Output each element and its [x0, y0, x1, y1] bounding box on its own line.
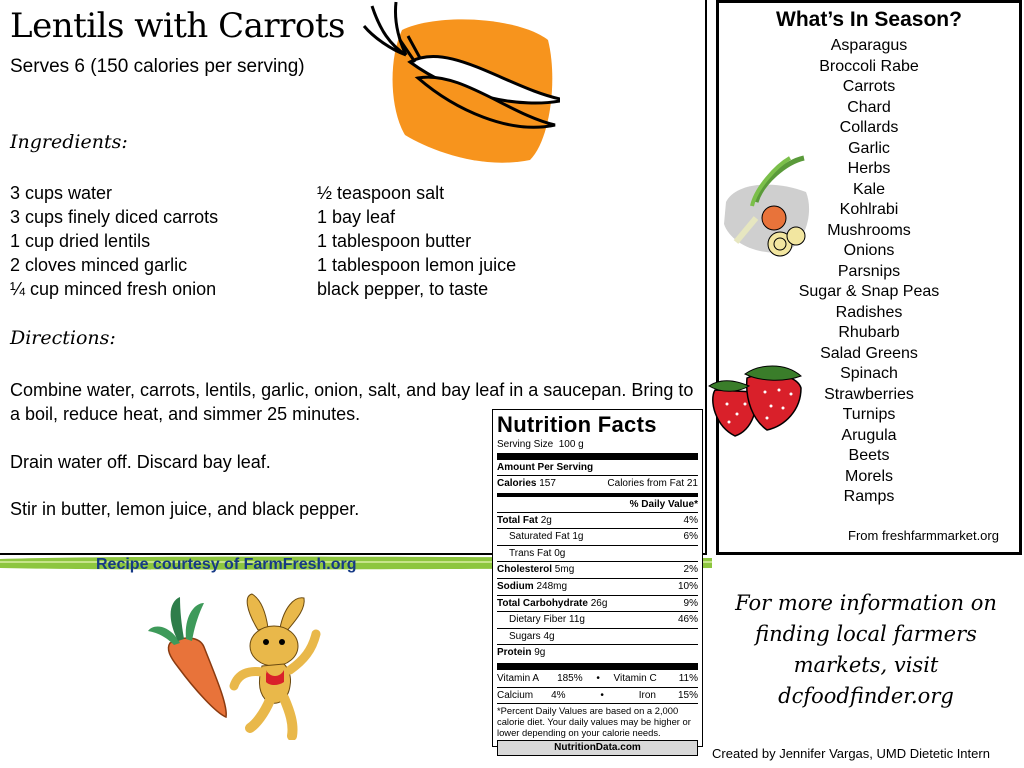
vitamin-percent: 15%: [677, 689, 698, 701]
vitamin-label: Iron: [638, 689, 656, 701]
bunny-clipart-icon: [228, 590, 328, 740]
serving-size-value: 100 g: [558, 439, 584, 450]
nutrient-row: [497, 644, 698, 661]
nutrient-label: Dietary Fiber: [509, 614, 567, 626]
nutrient-amount: 4g: [543, 630, 555, 642]
list-item: Rhubarb: [838, 324, 900, 341]
vitamin-percent: 4%: [551, 689, 566, 701]
bullet-separator: •: [600, 689, 604, 701]
ingredient-item: 3 cups finely diced carrots: [10, 207, 219, 227]
list-item: Chard: [847, 98, 891, 116]
nutrition-title: Nutrition Facts: [497, 412, 657, 437]
recipe-servings: Serves 6 (150 calories per serving): [10, 56, 305, 77]
list-item: Onions: [843, 242, 895, 259]
nutrient-label: Trans Fat: [509, 547, 552, 559]
in-season-title: What’s In Season?: [776, 8, 962, 31]
serving-size-label: Serving Size: [497, 439, 554, 450]
ingredient-item: black pepper, to taste: [317, 279, 489, 299]
list-item: Herbs: [847, 160, 891, 177]
list-item: Collards: [839, 119, 899, 136]
nutrient-row: [497, 595, 698, 612]
divider: [497, 493, 698, 497]
vitamin-label: Calcium: [497, 689, 534, 701]
nutrient-row: [497, 512, 698, 529]
nutrient-row: [497, 628, 698, 645]
nutrient-label: Total Fat: [497, 514, 538, 526]
nutrient-amount: 1g: [572, 531, 584, 543]
ingredient-item: ¼ cup minced fresh onion: [10, 279, 217, 299]
ingredient-item: 3 cups water: [10, 183, 113, 203]
nutrient-rows: [497, 512, 698, 661]
nutrition-footnote: *Percent Daily Values are based on a 2,000 calorie diet. Your daily values may be higher or lower depending on your calorie needs.: [497, 703, 698, 738]
carrots-clipart-icon: [360, 0, 560, 170]
recipe-title: Lentils with Carrots: [10, 6, 345, 46]
nutrient-label: Sugars: [509, 630, 541, 642]
list-item: Ramps: [843, 488, 895, 505]
list-item: Kale: [852, 180, 886, 198]
divider: [497, 453, 698, 460]
nutrient-amount: 9g: [534, 647, 546, 659]
nutrient-amount: 5mg: [554, 564, 575, 576]
nutrition-brand: NutritionData.com: [497, 740, 698, 756]
nutrient-daily-value: 6%: [683, 531, 698, 543]
list-item: Radishes: [835, 303, 903, 321]
ingredient-item: 1 tablespoon butter: [317, 231, 472, 251]
ingredient-item: ½ teaspoon salt: [317, 183, 445, 203]
divider: [497, 663, 698, 670]
season-source: From freshfarmmarket.org: [848, 528, 999, 543]
ingredient-item: 1 cup dried lentils: [10, 231, 151, 251]
ingredient-item: 2 cloves minced garlic: [10, 255, 188, 275]
direction-step: Stir in butter, lemon juice, and black pepper.: [10, 499, 360, 519]
carrot-clipart-icon: [140, 595, 240, 725]
list-item: Morels: [844, 467, 893, 485]
nutrient-amount: 11g: [569, 614, 585, 626]
ingredient-item: 1 bay leaf: [317, 207, 396, 227]
nutrient-daily-value: 46%: [677, 614, 698, 626]
nutrient-label: Saturated Fat: [509, 531, 570, 543]
nutrient-amount: 2g: [540, 514, 552, 526]
vegetables-clipart-icon: [716, 152, 816, 262]
nutrient-row: [497, 611, 698, 628]
nutrient-daily-value: 9%: [683, 597, 698, 609]
list-item: Arugula: [841, 426, 897, 444]
directions-heading: Directions:: [10, 327, 116, 349]
calories-label: Calories: [497, 478, 537, 489]
list-item: Turnips: [842, 406, 896, 423]
ingredient-item: 1 tablespoon lemon juice: [317, 255, 517, 275]
list-item: Garlic: [848, 139, 890, 157]
nutrient-label: Cholesterol: [497, 564, 553, 576]
ingredients-list-right: [317, 181, 516, 301]
calories-from-fat: Calories from Fat 21: [607, 478, 698, 489]
list-item: Spinach: [840, 365, 898, 382]
nutrient-label: Total Carbohydrate: [497, 597, 588, 609]
list-item: Strawberries: [824, 385, 914, 403]
amount-per-serving: Amount Per Serving: [497, 462, 594, 473]
list-item: Beets: [848, 447, 890, 464]
nutrient-amount: 26g: [590, 597, 608, 609]
vitamin-row: [497, 687, 698, 704]
strawberry-clipart-icon: [705, 360, 805, 440]
list-item: Carrots: [842, 78, 896, 95]
list-item: Kohlrabi: [839, 201, 899, 218]
ingredients-heading: Ingredients:: [10, 131, 128, 153]
vitamin-row: [497, 671, 698, 687]
vitamin-label: Vitamin C: [613, 672, 657, 684]
direction-step: Combine water, carrots, lentils, garlic, onion, salt, and bay leaf in a saucepan. Bring to a boil, reduce heat, and simmer 25 minutes.: [10, 380, 694, 424]
nutrient-label: Protein: [497, 647, 532, 659]
daily-value-header: % Daily Value*: [629, 498, 698, 510]
nutrient-amount: 248mg: [536, 580, 568, 592]
nutrient-daily-value: 2%: [683, 564, 698, 576]
list-item: Mushrooms: [827, 221, 911, 239]
list-item: Sugar & Snap Peas: [798, 283, 940, 300]
serving-size: [497, 438, 698, 451]
nutrient-label: Sodium: [497, 580, 534, 592]
ingredients-list-left: [10, 181, 218, 301]
nutrient-row: [497, 561, 698, 578]
more-info-text: For more information on finding local farmers markets, visit dcfoodfinder.org: [735, 591, 997, 708]
list-item: Parsnips: [837, 262, 901, 280]
nutrient-daily-value: 4%: [683, 514, 698, 526]
calories-row: [497, 475, 698, 492]
nutrient-daily-value: 10%: [677, 580, 698, 592]
nutrient-row: [497, 578, 698, 595]
nutrient-amount: 0g: [554, 547, 566, 559]
vitamin-percent: 11%: [678, 672, 698, 684]
recipe-credit: Recipe courtesy of FarmFresh.org: [96, 556, 357, 573]
nutrition-facts-label: [492, 409, 703, 754]
bullet-separator: •: [596, 672, 600, 684]
list-item: Salad Greens: [820, 344, 918, 362]
nutrient-row: [497, 545, 698, 562]
list-item: Asparagus: [830, 37, 908, 54]
vitamin-rows: [497, 671, 698, 703]
direction-step: Drain water off. Discard bay leaf.: [10, 452, 271, 472]
vitamin-label: Vitamin A: [497, 672, 540, 684]
vitamin-percent: 185%: [557, 672, 583, 684]
created-by: Created by Jennifer Vargas, UMD Dietetic Intern: [712, 746, 990, 761]
list-item: Broccoli Rabe: [819, 57, 919, 75]
calories-value: 157: [539, 478, 556, 489]
nutrient-row: [497, 528, 698, 545]
